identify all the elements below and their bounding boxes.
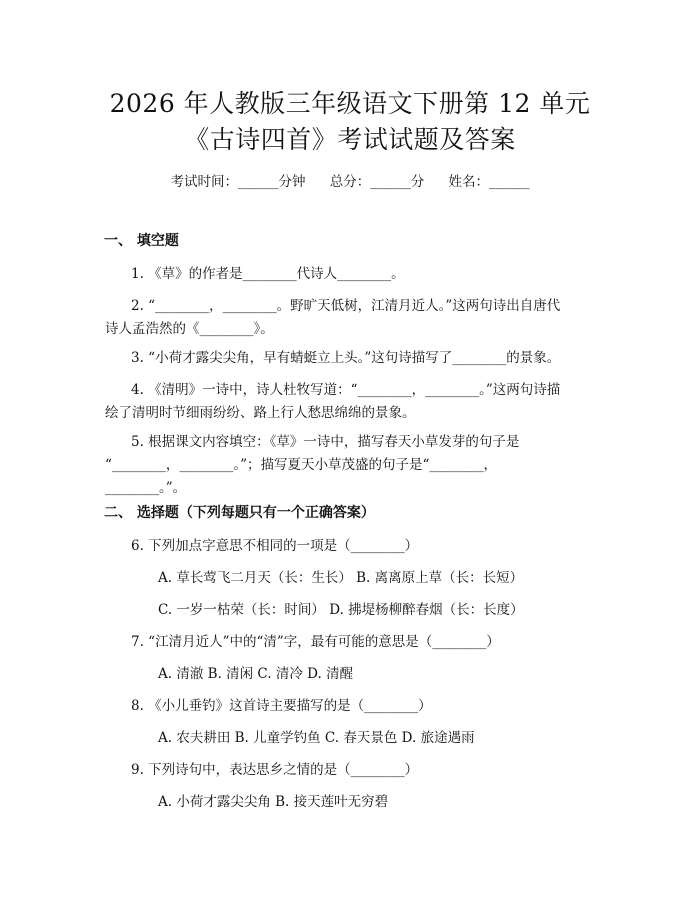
question-2-line-1: 2. “________，________。野旷天低树，江清月近人。”这两句诗出自唐代	[131, 298, 561, 314]
question-3: 3. “小荷才露尖尖角，早有蜻蜓立上头。”这句诗描写了________的景象。	[131, 350, 561, 366]
question-6-options-line-1: A. 草长莺飞二月天（长：生长） B. 离离原上草（长：长短）	[158, 570, 524, 586]
student-name-field: 姓名：______	[448, 174, 530, 190]
question-6-options-line-2: C. 一岁一枯荣（长：时间） D. 拂堤杨柳醉春烟（长：长度）	[158, 602, 524, 618]
section-1-heading: 一、 填空题	[104, 233, 179, 249]
total-score-field: 总分：______分	[329, 174, 425, 190]
title-line-2: 《古诗四首》考试试题及答案	[184, 125, 516, 154]
question-7: 7. “江清月近人”中的“清”字，最有可能的意思是（________）	[131, 634, 500, 650]
section-2-heading: 二、 选择题（下列每题只有一个正确答案）	[104, 505, 375, 521]
exam-info-row	[0, 170, 700, 190]
question-8: 8. 《小儿垂钓》这首诗主要描写的是（________）	[131, 698, 432, 714]
question-1: 1. 《草》的作者是________代诗人________。	[131, 266, 405, 282]
question-5-line-2: “________，________。”；描写夏天小草茂盛的句子是“________，	[105, 457, 497, 473]
question-5-line-1: 5. 根据课文内容填空：《草》一诗中，描写春天小草发芽的句子是	[131, 434, 520, 450]
question-4-line-2: 绘了清明时节细雨纷纷、路上行人愁思绵绵的景象。	[105, 405, 416, 421]
exam-time-field: 考试时间：______分钟	[170, 174, 306, 190]
question-7-options: A. 清澈 B. 清闲 C. 清冷 D. 清醒	[158, 666, 354, 682]
question-8-options: A. 农夫耕田 B. 儿童学钓鱼 C. 春天景色 D. 旅途遇雨	[158, 730, 475, 746]
question-4-line-1: 4. 《清明》一诗中，诗人杜牧写道：“________，________。”这两句诗描	[131, 382, 561, 398]
question-9-options: A. 小荷才露尖尖角 B. 接天莲叶无穷碧	[158, 794, 389, 810]
question-2-line-2: 诗人孟浩然的《________》。	[105, 321, 274, 337]
question-5-line-3: ________。”。	[105, 480, 187, 496]
question-9: 9. 下列诗句中，表达思乡之情的是（________）	[131, 762, 419, 778]
question-6: 6. 下列加点字意思不相同的一项是（________）	[131, 538, 419, 554]
title-line-1: 2026 年人教版三年级语文下册第 12 单元	[109, 89, 591, 118]
